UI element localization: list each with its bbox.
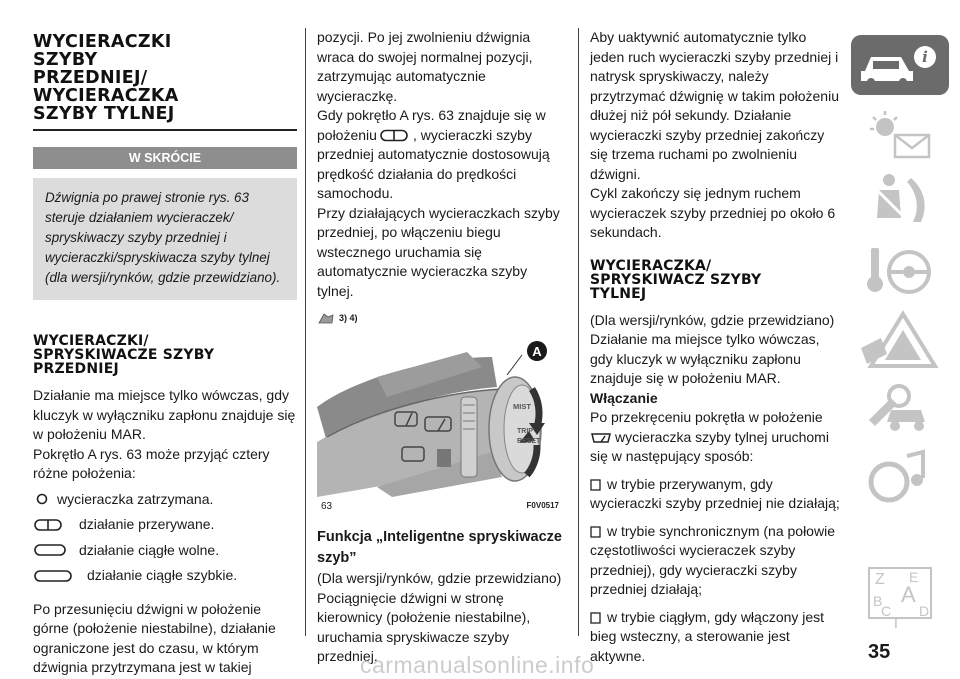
index-letter: T: [891, 615, 901, 630]
switch-on-heading: Włączanie: [590, 389, 658, 406]
label-reset: RESET: [517, 438, 541, 445]
paragraph: Pokrętło A rys. 63 może przyjąć cztery różne położenia:: [33, 445, 270, 481]
paragraph: Działanie ma miejsce tylko wówczas, gdy kluczyk w wyłączniku zapłonu znajduje się w położeniu MAR.: [33, 387, 296, 442]
tab-starting-driving[interactable]: [851, 240, 949, 300]
paragraph: (Dla wersji/rynków, gdzie przewidziano) Pociągnięcie dźwigni w stronę kierownicy (położenie niestabilne), uruchamia spryskiwacze szyby przedniej.: [317, 570, 562, 664]
mode-item: [590, 522, 842, 600]
bullet-square-icon: [590, 612, 602, 624]
paragraph: [317, 106, 565, 204]
position-item-fast: [33, 566, 297, 586]
paragraph: [590, 408, 842, 467]
figure-63: [317, 337, 565, 513]
wiper-stalk-illustration: [317, 337, 565, 497]
column-1: [33, 28, 297, 678]
bullet-square-icon: [590, 526, 602, 538]
wiper-off-icon: [33, 492, 57, 506]
svg-text:i: i: [922, 48, 928, 66]
index-letters-icon: [851, 562, 949, 630]
figure-code: F0V0517: [526, 501, 559, 510]
wiper-intermittent-icon: [33, 518, 67, 532]
label-trip: TRIP: [517, 428, 533, 435]
wiper-fast-icon: [33, 569, 73, 583]
paragraph-part: Po przekręceniu pokrętła w położenie: [590, 409, 823, 425]
warning-references: [317, 311, 565, 325]
tab-multimedia[interactable]: [851, 448, 949, 508]
paragraph: Aby uaktywnić automatycznie tylko jeden ruch wycieraczki szyby przedniej i natrysk spryskiwaczy, należy przytrzymać dźwignię w takim położeniu dłużej niż pół sekundy. Działanie wycieraczki szyby przedniej zakończy się trzema ruchami po zwolnieniu dźwigni.: [590, 29, 839, 182]
index-letter: B: [873, 593, 883, 609]
column-3: [590, 28, 842, 666]
mode-text: w trybie przerywanym, gdy wycieraczki szyby przedniej nie działają;: [590, 475, 840, 511]
warning-hand-icon: [317, 311, 335, 325]
paragraph-part: Gdy pokrętło A rys. 63 znajduje się w położeniu: [317, 107, 546, 143]
wiper-slow-icon: [33, 543, 67, 557]
mode-text: w trybie ciągłym, gdy włączony jest bieg wsteczny, a sterowanie jest aktywne.: [590, 608, 825, 664]
car-info-icon: [851, 35, 949, 95]
section-title-front: WYCIERACZKI/ SPRYSKIWACZE SZYBY PRZEDNIEJ: [33, 333, 215, 377]
page-title: WYCIERACZKI SZYBY PRZEDNIEJ/ WYCIERACZKA SZYBY TYLNEJ: [33, 32, 179, 124]
section-title-rear: WYCIERACZKA/ SPRYSKIWACZ SZYBY TYLNEJ: [590, 257, 762, 302]
title-rule: [33, 129, 297, 131]
paragraph-part: wycieraczka szyby tylnej uruchomi się w następujący sposób:: [590, 428, 829, 464]
index-letter: C: [881, 603, 892, 619]
summary-box: Dźwignia po prawej stronie rys. 63 steruje działaniem wycieraczek/ spryskiwaczy szyby przedniej i wycieraczki/spryskiwacza szyby tylnej (dla wersji/rynków, gdzie przewidziano).: [33, 178, 297, 300]
label-mist: MIST: [513, 402, 531, 411]
index-letter: Z: [875, 571, 885, 588]
paragraph: Przy działających wycieraczkach szyby przedniej, po włączeniu biegu wstecznego uruchamia się automatycznie wycieraczka szyby tylnej.: [317, 204, 560, 299]
lights-warning-icon: [851, 105, 949, 163]
index-letter: E: [909, 569, 919, 585]
paragraph: pozycji. Po jej zwolnieniu dźwignia wraca do swojej normalnej pozycji, zatrzymując automatycznie wycieraczkę.: [317, 29, 533, 104]
seatbelt-safety-icon: [851, 170, 949, 232]
tab-emergency[interactable]: [851, 308, 949, 372]
position-label: wycieraczka zatrzymana.: [57, 490, 214, 507]
mode-item: [590, 475, 842, 514]
tab-index[interactable]: [851, 562, 949, 630]
tab-car-info[interactable]: [851, 35, 949, 95]
position-item-intermittent: [33, 515, 297, 535]
paragraph: Cykl zakończy się jednym ruchem wycieraczek szyby przedniej po około 6 sekundach.: [590, 185, 836, 240]
wiper-auto-icon: [380, 129, 410, 142]
column-divider: [578, 28, 579, 636]
multimedia-icon: [851, 448, 949, 508]
wrench-maintenance-icon: [851, 380, 949, 442]
key-steering-icon: [851, 240, 949, 300]
column-2: [317, 28, 565, 667]
column-divider: [305, 28, 306, 636]
page-number: 35: [868, 641, 891, 663]
callout-a-label: A: [532, 344, 542, 359]
paragraph: Po przesunięciu dźwigni w położenie górne (położenie niestabilne), działanie ograniczone jest do czasu, w którym dźwignia przytrzymana jest w takiej: [33, 600, 276, 675]
paragraph-part: , wycieraczki szyby przedniej automatycznie dostosowują prędkość działania do prędkości samochodu.: [317, 126, 550, 201]
position-item-off: [33, 490, 297, 510]
warning-refs-label: 3) 4): [339, 313, 358, 323]
rear-wiper-icon: [590, 431, 612, 445]
subsection-title: Funkcja „Inteligentne spryskiwacze szyb”: [317, 529, 562, 566]
index-letter: A: [901, 582, 916, 607]
bullet-square-icon: [590, 479, 602, 491]
paragraph: (Dla wersji/rynków, gdzie przewidziano) Działanie ma miejsce tylko wówczas, gdy kluczyk w wyłączniku zapłonu znajduje się w położeniu MAR.: [590, 311, 835, 386]
position-item-slow: [33, 541, 297, 561]
mode-item: [590, 608, 842, 667]
position-label: działanie ciągłe szybkie.: [87, 567, 238, 583]
warning-triangle-icon: [851, 308, 949, 372]
tab-maintenance[interactable]: [851, 380, 949, 442]
watermark[interactable]: carmanualsonline.info: [360, 652, 595, 678]
summary-header: W SKRÓCIE: [33, 147, 297, 169]
tab-safety[interactable]: [851, 170, 949, 232]
index-letter: D: [919, 603, 930, 619]
position-label: działanie przerywane.: [79, 516, 215, 532]
position-label: działanie ciągłe wolne.: [79, 541, 220, 558]
mode-text: w trybie synchronicznym (na połowie częstotliwości wycieraczek szyby przedniej), gdy wycieraczki szyby przedniej działają;: [590, 522, 835, 597]
tab-lights-warnings[interactable]: [851, 105, 949, 163]
figure-number: 63: [321, 501, 333, 512]
